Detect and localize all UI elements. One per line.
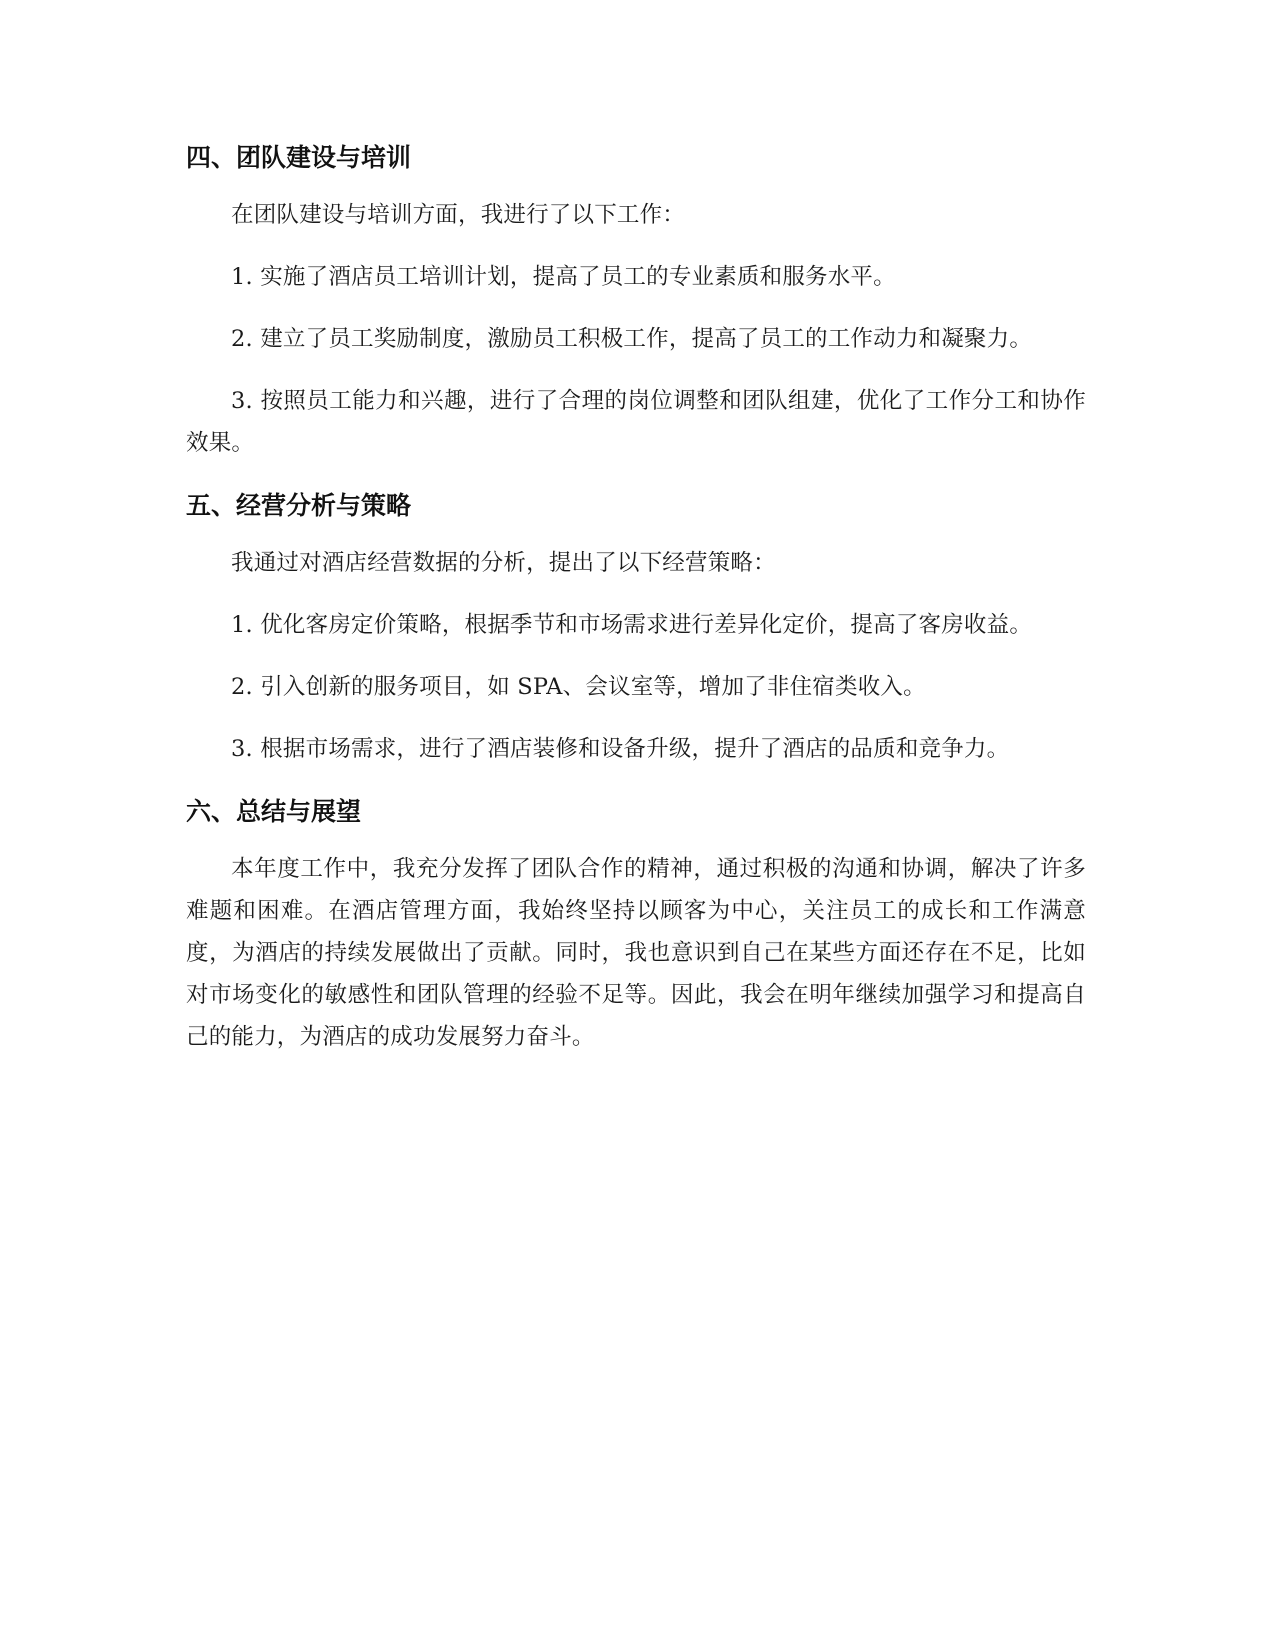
paragraph-item-2: 2. 引入创新的服务项目，如 SPA、会议室等，增加了非住宿类收入。 [231, 674, 926, 700]
document-page [186, 140, 1086, 1082]
section-title: 四、团队建设与培训 [186, 143, 412, 172]
section-team-building [186, 140, 1086, 464]
paragraph-item-3: 3. 根据市场需求，进行了酒店装修和设备升级，提升了酒店的品质和竞争力。 [231, 736, 1010, 762]
paragraph-item-1: 1. 优化客房定价策略，根据季节和市场需求进行差异化定价，提高了客房收益。 [231, 612, 1033, 638]
section-business-analysis [186, 488, 1086, 770]
section-summary-outlook [186, 794, 1086, 1058]
section-title: 五、经营分析与策略 [186, 491, 412, 520]
paragraph-intro: 我通过对酒店经营数据的分析，提出了以下经营策略： [231, 550, 776, 576]
paragraph-summary: 本年度工作中，我充分发挥了团队合作的精神，通过积极的沟通和协调，解决了许多难题和困难。在酒店管理方面，我始终坚持以顾客为中心，关注员工的成长和工作满意度，为酒店的持续发展做出了贡献。同时，我也意识到自己在某些方面还存在不足，比如对市场变化的敏感性和团队管理的经验不足等。因此，我会在明年继续加强学习和提高自己的能力，为酒店的成功发展努力奋斗。 [186, 856, 1086, 1050]
section-title: 六、总结与展望 [186, 797, 362, 826]
paragraph-item-1: 1. 实施了酒店员工培训计划，提高了员工的专业素质和服务水平。 [231, 264, 896, 290]
paragraph-intro: 在团队建设与培训方面，我进行了以下工作： [231, 202, 686, 228]
paragraph-item-3: 3. 按照员工能力和兴趣，进行了合理的岗位调整和团队组建，优化了工作分工和协作效果。 [186, 388, 1086, 456]
paragraph-item-2: 2. 建立了员工奖励制度，激励员工积极工作，提高了员工的工作动力和凝聚力。 [231, 326, 1033, 352]
